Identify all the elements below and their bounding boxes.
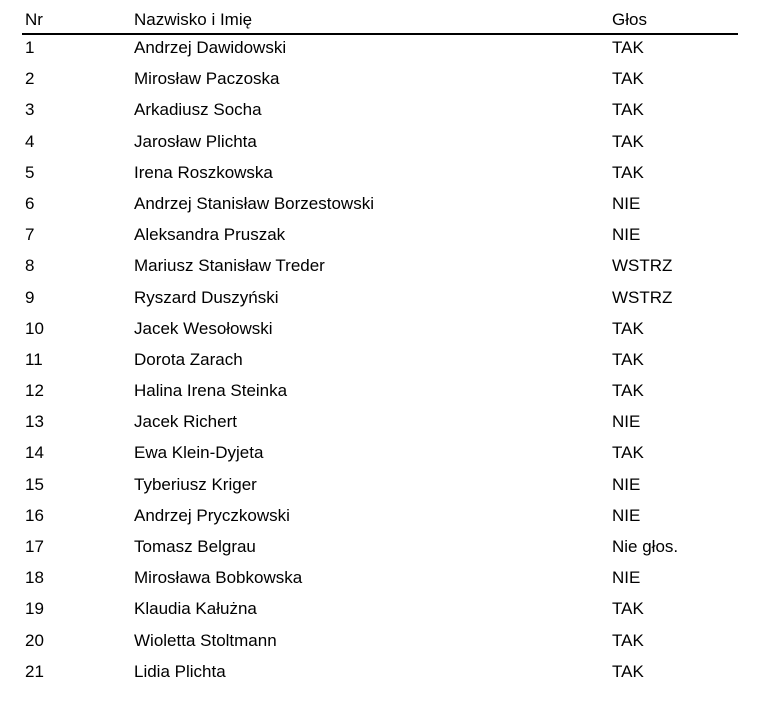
row-nr: 21 [25,661,44,681]
row-vote: TAK [612,69,644,89]
row-vote: TAK [612,162,644,182]
row-vote: TAK [612,349,644,369]
row-nr: 7 [25,225,35,245]
table-row [22,222,738,253]
row-vote: NIE [612,225,641,245]
row-nr: 15 [25,474,44,494]
row-name: Dorota Zarach [134,349,243,369]
table-body [22,35,738,690]
row-vote: TAK [612,131,644,151]
row-name: Lidia Plichta [134,661,226,681]
row-vote: Nie głos. [612,537,679,556]
row-name: Mirosław Paczoska [134,69,280,89]
vote-results-table [22,8,738,690]
row-nr: 9 [25,287,35,307]
row-nr: 2 [25,69,35,89]
row-vote: NIE [612,505,641,525]
row-nr: 18 [25,568,44,588]
row-name: Jarosław Plichta [134,131,257,151]
table-row [22,565,738,596]
header-vote: Głos [612,10,647,29]
row-name: Aleksandra Pruszak [134,225,286,245]
row-name: Halina Irena Steinka [134,381,288,401]
row-nr: 13 [25,412,44,432]
row-nr: 11 [25,349,43,369]
row-nr: 12 [25,381,44,401]
row-name: Tomasz Belgrau [134,537,256,556]
table-row [22,316,738,347]
row-nr: 8 [25,256,35,276]
table-row [22,160,738,191]
row-vote: WSTRZ [612,287,673,307]
row-vote: WSTRZ [612,256,673,276]
row-vote: TAK [612,100,644,120]
table-row [22,129,738,160]
row-name: Klaudia Kałużna [134,599,257,619]
table-row [22,659,738,690]
row-name: Arkadiusz Socha [134,100,262,120]
row-name: Ewa Klein-Dyjeta [134,443,264,463]
table-row [22,628,738,659]
table-row [22,97,738,128]
row-name: Jacek Richert [134,412,237,432]
row-name: Mirosława Bobkowska [134,568,303,588]
table-row [22,503,738,534]
row-name: Jacek Wesołowski [134,318,273,338]
row-nr: 3 [25,100,35,120]
table-row [22,472,738,503]
row-name: Irena Roszkowska [134,162,273,182]
row-name: Andrzej Stanisław Borzestowski [134,193,374,213]
row-nr: 17 [25,537,44,556]
table-row [22,409,738,440]
row-vote: TAK [612,38,644,57]
table-row [22,285,738,316]
table-row [22,191,738,222]
row-vote: TAK [612,630,644,650]
row-vote: TAK [612,661,644,681]
table-row [22,440,738,471]
row-vote: NIE [612,193,641,213]
row-vote: TAK [612,381,644,401]
row-name: Ryszard Duszyński [134,287,279,307]
row-name: Tyberiusz Kriger [134,474,257,494]
header-name: Nazwisko i Imię [134,10,253,29]
row-vote: NIE [612,474,641,494]
row-name: Wioletta Stoltmann [134,630,277,650]
row-vote: TAK [612,599,644,619]
row-name: Mariusz Stanisław Treder [134,256,325,276]
row-vote: TAK [612,443,644,463]
row-nr: 20 [25,630,44,650]
row-nr: 19 [25,599,44,619]
table-row [22,35,738,66]
row-name: Andrzej Pryczkowski [134,505,290,525]
header-nr: Nr [25,10,43,29]
table-row [22,253,738,284]
row-nr: 14 [25,443,44,463]
table-row [22,378,738,409]
row-nr: 6 [25,193,35,213]
table-row [22,596,738,627]
row-nr: 10 [25,318,44,338]
row-name: Andrzej Dawidowski [134,38,287,57]
table-header [22,8,738,35]
row-nr: 1 [25,38,35,57]
row-nr: 5 [25,162,35,182]
row-vote: NIE [612,412,641,432]
row-vote: NIE [612,568,641,588]
table-row [22,534,738,565]
row-nr: 4 [25,131,35,151]
table-row [22,347,738,378]
table-row [22,66,738,97]
row-nr: 16 [25,505,44,525]
row-vote: TAK [612,318,644,338]
